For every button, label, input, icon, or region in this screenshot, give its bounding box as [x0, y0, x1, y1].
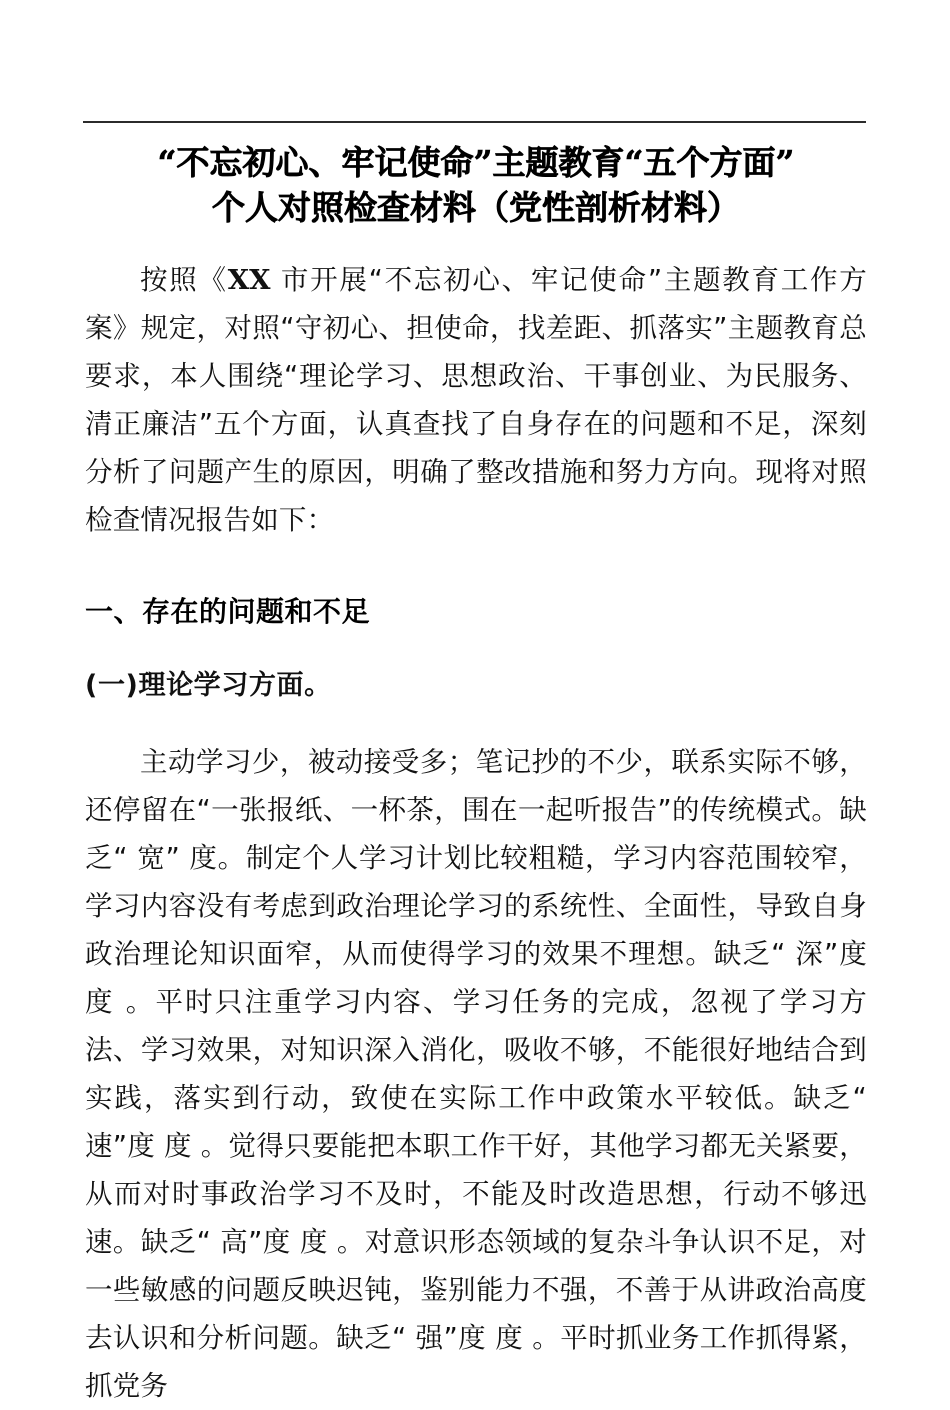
subsection-heading-1: (一)理论学习方面。	[85, 670, 332, 701]
intro-paragraph-prefix: 按照《	[140, 264, 228, 296]
intro-paragraph	[85, 256, 867, 544]
body-paragraph-1: 主动学习少，被动接受多；笔记抄的不少，联系实际不够，还停留在“一张报纸、一杯茶，围在一起听报告”的传统模式。缺乏“ 宽” 度。制定个人学习计划比较粗糙，学习内容范围较窄，学习内容没有考虑到政治理论学习的系统性、全面性，导致自身政治理论知识面窄，从而使得学习的效果不理想。缺乏“ 深”度 度 。平时只注重学习内容、学习任务的完成，忽视了学习方法、学习效果，对知识深入消化，吸收不够，不能很好地结合到实践，落实到行动，致使在实际工作中政策水平较低。缺乏“ 速”度 度 。觉得只要能把本职工作干好，其他学习都无关紧要，从而对时事政治学习不及时，不能及时改造思想，行动不够迅速。缺乏“ 高”度 度 。对意识形态领域的复杂斗争认识不足，对一些敏感的问题反映迟钝，鉴别能力不强，不善于从讲政治高度去认识和分析问题。缺乏“ 强”度 度 。平时抓业务工作抓得紧，抓党务	[85, 746, 867, 1402]
spacer	[85, 708, 867, 738]
spacer	[85, 544, 867, 590]
page-title-line-2: 个人对照检查材料（党性剖析材料）	[212, 188, 740, 227]
section-heading-1: 一、存在的问题和不足	[85, 595, 371, 628]
spacer	[85, 634, 867, 664]
intro-paragraph-rest: 市开展“不忘初心、牢记使命”主题教育工作方案》规定，对照“守初心、担使命，找差距、抓落实”主题教育总要求，本人围绕“理论学习、思想政治、干事创业、为民服务、清正廉洁”五个方面，认真查找了自身存在的问题和不足，深刻分析了问题产生的原因，明确了整改措施和努力方向。现将对照检查情况报告如下：	[85, 264, 867, 536]
page-title-line-1: “不忘初心、牢记使命”主题教育“五个方面”	[157, 143, 795, 182]
intro-paragraph-city-placeholder: XX	[227, 264, 271, 296]
spacer	[85, 238, 867, 256]
page-title	[85, 140, 867, 230]
header-divider	[83, 121, 866, 123]
document-body	[85, 140, 867, 1410]
